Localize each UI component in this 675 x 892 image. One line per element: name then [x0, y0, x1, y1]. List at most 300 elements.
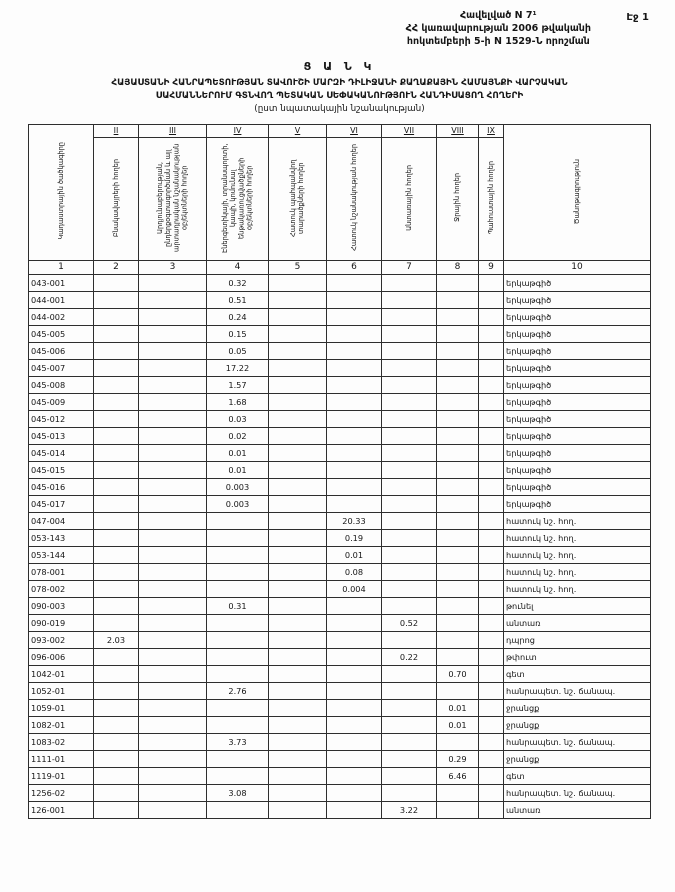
cell-area-value [269, 597, 327, 614]
cell-note: ջրանցք [504, 716, 651, 733]
table-row [29, 648, 651, 665]
cell-area-value: 0.01 [207, 444, 269, 461]
cell-area-value [382, 274, 437, 291]
cell-area-value [382, 665, 437, 682]
cell-area-value: 0.05 [207, 342, 269, 359]
cell-area-value [479, 512, 504, 529]
col-num: 10 [504, 260, 651, 274]
cell-area-value [382, 512, 437, 529]
col-header-note [504, 124, 651, 260]
cell-area-value: 0.003 [207, 495, 269, 512]
cell-area-value [479, 682, 504, 699]
cell-area-value [479, 546, 504, 563]
cell-area-value [327, 801, 382, 818]
cell-area-value [94, 291, 139, 308]
cell-area-value [139, 767, 207, 784]
col-header-reserve-lands: Պահուստային հողեր [479, 137, 504, 260]
cell-area-value [382, 750, 437, 767]
cell-area-value: 0.08 [327, 563, 382, 580]
cell-area-value [382, 733, 437, 750]
cell-area-value [94, 767, 139, 784]
cell-area-value [382, 767, 437, 784]
cell-area-value: 3.22 [382, 801, 437, 818]
cell-note: անտառ [504, 801, 651, 818]
cell-cadastral-code: 1052-01 [29, 682, 94, 699]
table-row [29, 495, 651, 512]
cell-area-value [479, 461, 504, 478]
col-num: 3 [139, 260, 207, 274]
cell-area-value [327, 750, 382, 767]
cell-area-value [139, 580, 207, 597]
cell-area-value [269, 512, 327, 529]
cell-cadastral-code: 044-002 [29, 308, 94, 325]
cell-area-value [139, 750, 207, 767]
cell-area-value [269, 529, 327, 546]
cell-area-value: 0.31 [207, 597, 269, 614]
cell-area-value [437, 274, 479, 291]
cell-area-value [327, 631, 382, 648]
cell-area-value [139, 614, 207, 631]
cell-area-value [479, 495, 504, 512]
cell-area-value [269, 648, 327, 665]
col-num: 7 [382, 260, 437, 274]
column-number-row [29, 260, 651, 274]
cell-area-value [437, 529, 479, 546]
roman-VII: VII [382, 124, 437, 137]
cell-area-value: 0.01 [327, 546, 382, 563]
cell-area-value [382, 546, 437, 563]
cell-area-value [479, 648, 504, 665]
cell-area-value [139, 631, 207, 648]
cell-area-value [94, 325, 139, 342]
cell-area-value [269, 801, 327, 818]
roman-IV: IV [207, 124, 269, 137]
cell-area-value [269, 631, 327, 648]
cell-area-value [327, 444, 382, 461]
cell-area-value [382, 376, 437, 393]
table-row [29, 563, 651, 580]
cell-area-value [139, 342, 207, 359]
roman-VIII: VIII [437, 124, 479, 137]
cell-area-value [94, 563, 139, 580]
cell-cadastral-code: 126-001 [29, 801, 94, 818]
cell-area-value [437, 393, 479, 410]
cell-cadastral-code: 047-004 [29, 512, 94, 529]
cell-area-value [479, 342, 504, 359]
cell-area-value [479, 716, 504, 733]
cell-area-value [94, 699, 139, 716]
cell-area-value [94, 801, 139, 818]
cell-area-value [269, 291, 327, 308]
cell-area-value [207, 648, 269, 665]
document-header [28, 8, 651, 54]
cell-area-value [327, 597, 382, 614]
cell-area-value [94, 716, 139, 733]
cell-area-value [327, 767, 382, 784]
land-parcels-table [28, 124, 651, 819]
cell-note: գետ [504, 665, 651, 682]
cell-area-value [269, 750, 327, 767]
cell-area-value [437, 410, 479, 427]
cell-area-value [94, 427, 139, 444]
cell-area-value [382, 699, 437, 716]
cell-area-value [479, 699, 504, 716]
cell-area-value [382, 563, 437, 580]
cell-area-value [269, 427, 327, 444]
cell-area-value: 1.68 [207, 393, 269, 410]
cell-note: երկաթգիծ [504, 359, 651, 376]
cell-area-value [207, 750, 269, 767]
cell-area-value [382, 444, 437, 461]
cell-area-value [327, 495, 382, 512]
cell-area-value: 0.03 [207, 410, 269, 427]
col-num: 1 [29, 260, 94, 274]
cell-note: ջրանցք [504, 750, 651, 767]
annex-line-2: ՀՀ կառավարության 2006 թվականի [405, 22, 591, 34]
cell-area-value [382, 461, 437, 478]
cell-note: երկաթգիծ [504, 291, 651, 308]
cell-area-value: 0.70 [437, 665, 479, 682]
cell-note: երկաթգիծ [504, 376, 651, 393]
table-row [29, 801, 651, 818]
cell-note: երկաթգիծ [504, 308, 651, 325]
table-row [29, 546, 651, 563]
cell-area-value: 0.01 [437, 716, 479, 733]
col-header-forest-lands: Անտառային հողեր [382, 137, 437, 260]
cell-area-value [479, 393, 504, 410]
cell-area-value: 0.24 [207, 308, 269, 325]
col-header-energy-transport-lands: Էներգետիկայի, տրանսպորտի, կապի, կոմունալ ենթակառուցվածքների օբյեկտների հողեր [207, 137, 269, 260]
cell-area-value [382, 716, 437, 733]
cell-note: հատուկ նշ. հող. [504, 563, 651, 580]
cell-area-value [207, 580, 269, 597]
cell-area-value [139, 665, 207, 682]
table-row [29, 478, 651, 495]
cell-area-value [479, 784, 504, 801]
cell-area-value: 3.08 [207, 784, 269, 801]
cell-area-value [437, 563, 479, 580]
cell-area-value [94, 512, 139, 529]
cell-note: երկաթգիծ [504, 495, 651, 512]
table-row [29, 512, 651, 529]
table-row [29, 631, 651, 648]
cell-area-value [327, 716, 382, 733]
cell-area-value [479, 597, 504, 614]
cell-area-value: 17.22 [207, 359, 269, 376]
cell-cadastral-code: 1119-01 [29, 767, 94, 784]
cell-area-value [207, 614, 269, 631]
cell-area-value [139, 699, 207, 716]
cell-note: թփուտ [504, 648, 651, 665]
cell-cadastral-code: 1042-01 [29, 665, 94, 682]
cell-note: գետ [504, 767, 651, 784]
title-subtitle: (ըստ նպատակային նշանակության) [254, 103, 425, 114]
cell-area-value [327, 291, 382, 308]
table-row [29, 750, 651, 767]
cell-area-value [382, 529, 437, 546]
cell-area-value [382, 784, 437, 801]
table-row [29, 427, 651, 444]
col-header-text: Կադաստրային ծածկագիրը [56, 142, 65, 240]
cell-area-value [94, 342, 139, 359]
cell-area-value [269, 767, 327, 784]
cell-note: երկաթգիծ [504, 461, 651, 478]
cell-area-value [437, 342, 479, 359]
cell-area-value: 6.46 [437, 767, 479, 784]
cell-area-value [437, 308, 479, 325]
cell-cadastral-code: 1082-01 [29, 716, 94, 733]
cell-area-value [94, 648, 139, 665]
cell-area-value [207, 546, 269, 563]
cell-cadastral-code: 045-005 [29, 325, 94, 342]
cell-area-value [94, 750, 139, 767]
cell-area-value [139, 512, 207, 529]
annex-line-3: հոկտեմբերի 5-ի N 1529-Ն որոշման [406, 35, 590, 47]
cell-area-value [437, 682, 479, 699]
cell-note: երկաթգիծ [504, 325, 651, 342]
cell-area-value [382, 325, 437, 342]
cell-area-value [437, 546, 479, 563]
table-row [29, 274, 651, 291]
col-header-settlement-lands: Բնակավայրերի հողեր [94, 137, 139, 260]
cell-note: երկաթգիծ [504, 342, 651, 359]
table-row [29, 529, 651, 546]
cell-area-value [139, 546, 207, 563]
table-row [29, 597, 651, 614]
cell-area-value [139, 716, 207, 733]
cell-area-value [269, 733, 327, 750]
cell-note: անտառ [504, 614, 651, 631]
cell-area-value [437, 461, 479, 478]
cell-area-value [139, 597, 207, 614]
cell-cadastral-code: 078-001 [29, 563, 94, 580]
cell-area-value [382, 580, 437, 597]
table-row [29, 308, 651, 325]
cell-area-value: 20.33 [327, 512, 382, 529]
cell-area-value [269, 393, 327, 410]
cell-cadastral-code: 053-144 [29, 546, 94, 563]
cell-area-value [479, 410, 504, 427]
cell-cadastral-code: 090-003 [29, 597, 94, 614]
cell-area-value [382, 410, 437, 427]
cell-area-value [269, 495, 327, 512]
cell-cadastral-code: 053-143 [29, 529, 94, 546]
cell-area-value [479, 376, 504, 393]
cell-note: երկաթգիծ [504, 274, 651, 291]
col-header-industrial-lands: Արդյունաբերության, ընդերքօգտագործման և այլ արտադրական նշանակության օբյեկտների հողեր [139, 137, 207, 260]
cell-area-value [139, 376, 207, 393]
cell-area-value [139, 291, 207, 308]
cell-area-value [327, 733, 382, 750]
col-header-cadastral-code [29, 124, 94, 260]
cell-area-value [382, 359, 437, 376]
table-row [29, 716, 651, 733]
cell-cadastral-code: 045-016 [29, 478, 94, 495]
cell-area-value [479, 308, 504, 325]
cell-area-value [269, 410, 327, 427]
cell-area-value: 0.02 [207, 427, 269, 444]
cell-area-value [437, 325, 479, 342]
cell-area-value [437, 580, 479, 597]
cell-cadastral-code: 045-009 [29, 393, 94, 410]
cell-area-value [479, 631, 504, 648]
cell-area-value [207, 767, 269, 784]
table-row [29, 342, 651, 359]
cell-area-value [327, 682, 382, 699]
cell-area-value [269, 614, 327, 631]
table-row [29, 444, 651, 461]
cell-area-value [94, 682, 139, 699]
cell-area-value [269, 563, 327, 580]
table-row [29, 376, 651, 393]
roman-VI: VI [327, 124, 382, 137]
cell-area-value [437, 427, 479, 444]
cell-area-value: 0.32 [207, 274, 269, 291]
cell-area-value [437, 376, 479, 393]
cell-area-value [207, 529, 269, 546]
page-number-label: Էջ 1 [626, 12, 649, 23]
cell-area-value [479, 767, 504, 784]
cell-cadastral-code: 078-002 [29, 580, 94, 597]
col-num: 5 [269, 260, 327, 274]
table-row [29, 580, 651, 597]
cell-area-value: 3.73 [207, 733, 269, 750]
cell-area-value [327, 274, 382, 291]
cell-area-value [94, 597, 139, 614]
cell-note: հատուկ նշ. հող. [504, 580, 651, 597]
col-num: 6 [327, 260, 382, 274]
cell-area-value [269, 444, 327, 461]
cell-area-value [94, 478, 139, 495]
cell-area-value [139, 529, 207, 546]
cell-area-value [382, 597, 437, 614]
cell-area-value [437, 784, 479, 801]
cell-cadastral-code: 045-017 [29, 495, 94, 512]
cell-cadastral-code: 1059-01 [29, 699, 94, 716]
cell-area-value: 2.03 [94, 631, 139, 648]
cell-note: երկաթգիծ [504, 427, 651, 444]
cell-area-value [94, 784, 139, 801]
list-heading: Ց Ա Ն Կ [303, 60, 376, 73]
cell-area-value [139, 393, 207, 410]
roman-III: III [139, 124, 207, 137]
col-num: 9 [479, 260, 504, 274]
cell-cadastral-code: 045-013 [29, 427, 94, 444]
cell-cadastral-code: 045-014 [29, 444, 94, 461]
cell-area-value [327, 308, 382, 325]
cell-area-value [269, 716, 327, 733]
cell-area-value [94, 359, 139, 376]
cell-cadastral-code: 045-015 [29, 461, 94, 478]
cell-cadastral-code: 093-002 [29, 631, 94, 648]
cell-cadastral-code: 1111-01 [29, 750, 94, 767]
cell-cadastral-code: 045-007 [29, 359, 94, 376]
cell-cadastral-code: 044-001 [29, 291, 94, 308]
col-header-text: Ծանոթագրություն [572, 158, 581, 224]
cell-area-value [139, 274, 207, 291]
cell-area-value [382, 291, 437, 308]
cell-note: հատուկ նշ. հող. [504, 512, 651, 529]
cell-area-value: 0.15 [207, 325, 269, 342]
cell-area-value [382, 393, 437, 410]
cell-area-value [327, 699, 382, 716]
cell-area-value [327, 614, 382, 631]
cell-area-value [207, 512, 269, 529]
cell-area-value [94, 410, 139, 427]
table-row [29, 410, 651, 427]
cell-area-value [269, 325, 327, 342]
cell-area-value [94, 495, 139, 512]
title-line-1: ՀԱՅԱՍՏԱՆԻ ՀԱՆՐԱՊԵՏՈՒԹՅԱՆ ՏԱՎՈՒՇԻ ՄԱՐԶԻ ԴԻԼԻՋԱՆԻ ՔԱՂԱՔԱՅԻՆ ՀԱՄԱՅՆՔԻ ՎԱՐՉԱԿԱՆ [111, 78, 568, 88]
cell-area-value [479, 359, 504, 376]
col-num: 8 [437, 260, 479, 274]
cell-area-value [327, 342, 382, 359]
cell-cadastral-code: 045-008 [29, 376, 94, 393]
table-row [29, 733, 651, 750]
cell-area-value [94, 733, 139, 750]
cell-area-value [437, 512, 479, 529]
table-row [29, 291, 651, 308]
cell-area-value [269, 665, 327, 682]
cell-area-value [269, 274, 327, 291]
cell-area-value [479, 614, 504, 631]
annex-reference-block [406, 10, 591, 48]
cell-area-value [479, 427, 504, 444]
cell-note: հանրապետ. նշ. ճանապ. [504, 784, 651, 801]
cell-area-value [94, 614, 139, 631]
cell-area-value [327, 393, 382, 410]
cell-area-value [269, 699, 327, 716]
cell-area-value [139, 495, 207, 512]
cell-note: երկաթգիծ [504, 478, 651, 495]
cell-area-value [139, 784, 207, 801]
cell-cadastral-code: 045-012 [29, 410, 94, 427]
table-row [29, 359, 651, 376]
roman-numeral-row [29, 124, 651, 137]
cell-area-value [269, 359, 327, 376]
col-num: 4 [207, 260, 269, 274]
document-title-block [28, 60, 651, 116]
cell-area-value [269, 546, 327, 563]
table-row [29, 325, 651, 342]
cell-area-value [269, 342, 327, 359]
cell-area-value: 0.003 [207, 478, 269, 495]
cell-area-value [437, 614, 479, 631]
cell-area-value [139, 801, 207, 818]
cell-area-value [479, 325, 504, 342]
cell-area-value [437, 631, 479, 648]
table-row [29, 393, 651, 410]
cell-area-value [269, 784, 327, 801]
cell-area-value [269, 376, 327, 393]
cell-area-value [327, 359, 382, 376]
cell-area-value [437, 648, 479, 665]
cell-area-value [94, 444, 139, 461]
cell-area-value [269, 478, 327, 495]
cell-note: հատուկ նշ. հող. [504, 529, 651, 546]
cell-area-value [269, 308, 327, 325]
cell-area-value [437, 801, 479, 818]
cell-area-value [139, 461, 207, 478]
cell-area-value: 0.51 [207, 291, 269, 308]
cell-area-value [139, 563, 207, 580]
table-row [29, 699, 651, 716]
cell-area-value: 0.52 [382, 614, 437, 631]
cell-area-value [207, 563, 269, 580]
cell-note: երկաթգիծ [504, 410, 651, 427]
cell-area-value [207, 699, 269, 716]
cell-area-value [94, 308, 139, 325]
